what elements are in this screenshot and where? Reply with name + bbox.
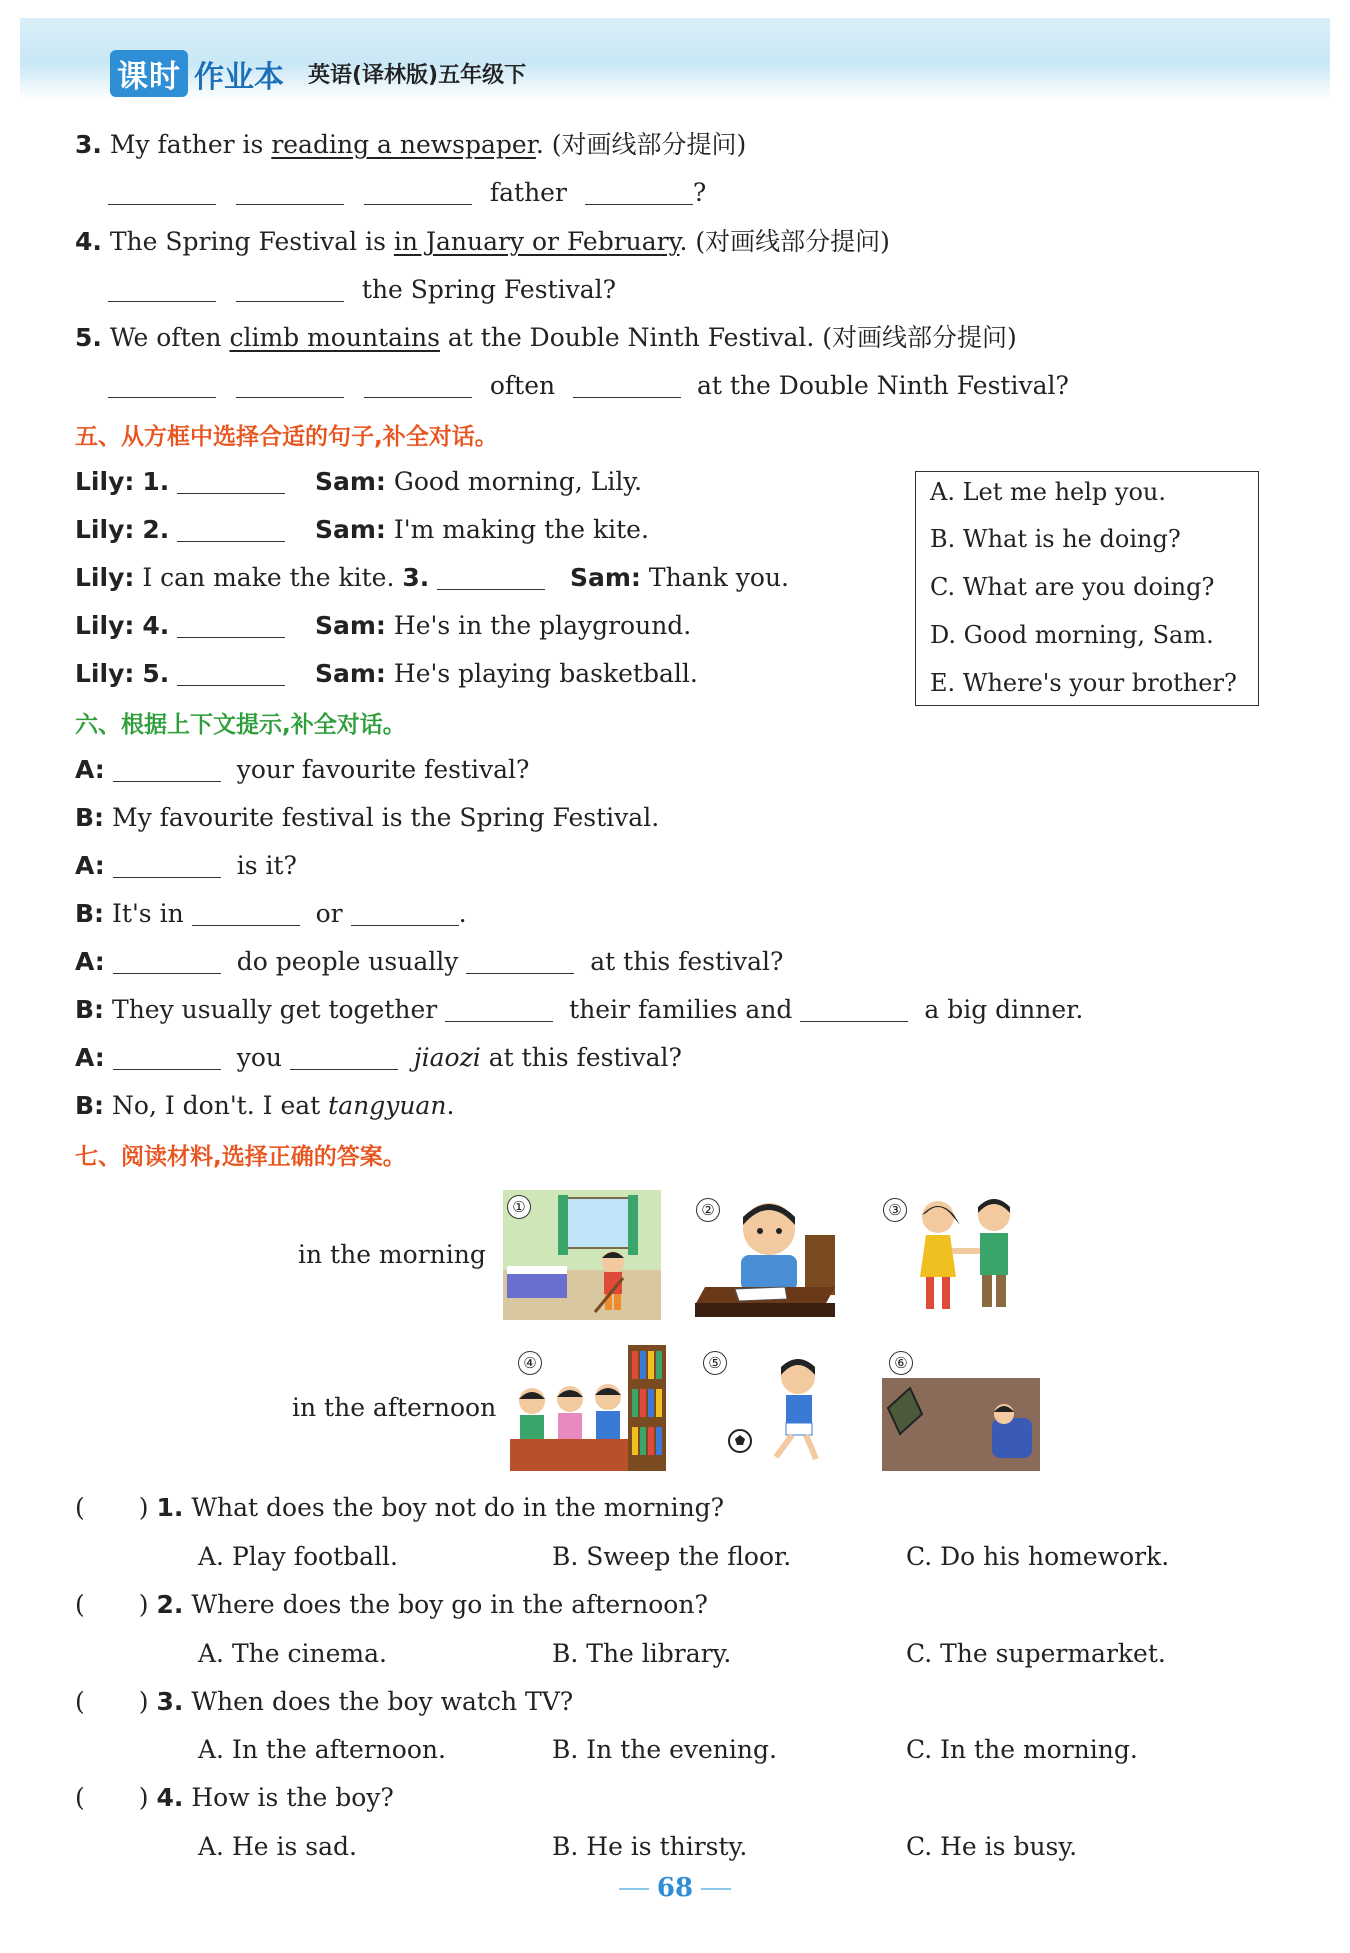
answer-blank[interactable]	[236, 277, 344, 302]
dialogue-row-2: Lily: 2.	[75, 513, 285, 547]
dialogue-line-3: A: is it?	[75, 851, 297, 880]
answer-blank[interactable]	[351, 901, 459, 926]
picture-3-number: ③	[883, 1198, 907, 1222]
answer-blank[interactable]	[364, 373, 472, 398]
answer-paren-blank[interactable]	[85, 1690, 139, 1714]
option-c: C. What are you doing?	[930, 573, 1215, 601]
brand-name: 作业本	[194, 59, 284, 95]
dialogue-line-5: A: do people usually at this festival?	[75, 947, 784, 976]
q3-option-b: B. In the evening.	[552, 1735, 777, 1764]
underlined-part: in January or February	[393, 227, 680, 256]
answer-blank[interactable]	[290, 1045, 398, 1070]
q4-option-c: C. He is busy.	[906, 1832, 1078, 1861]
children-scene-illustration	[890, 1195, 1040, 1320]
dialogue-row-2-sam: Sam: I'm making the kite.	[315, 515, 649, 544]
label-afternoon: in the afternoon	[292, 1393, 497, 1422]
answer-blank[interactable]	[177, 517, 285, 542]
dialogue-line-4: B: It's in or .	[75, 899, 467, 928]
section-5-title: 五、从方框中选择合适的句子,补全对话。	[75, 424, 498, 450]
dialogue-row-1-sam: Sam: Good morning, Lily.	[315, 467, 643, 496]
answer-blank[interactable]	[177, 661, 285, 686]
picture-4-number: ④	[518, 1351, 542, 1375]
answer-blank[interactable]	[192, 901, 300, 926]
answer-paren-blank[interactable]	[85, 1786, 139, 1810]
dialogue-row-1: Lily: 1.	[75, 465, 285, 499]
page-number-dash	[701, 1888, 731, 1890]
dialogue-row-5: Lily: 5.	[75, 657, 285, 691]
answer-blank[interactable]	[466, 949, 574, 974]
answer-blank[interactable]	[445, 997, 553, 1022]
q1-option-c: C. Do his homework.	[906, 1542, 1170, 1571]
picture-6-number: ⑥	[889, 1351, 913, 1375]
option-e: E. Where's your brother?	[930, 669, 1237, 697]
page-number: 68	[0, 1873, 1350, 1903]
picture-1-number: ①	[507, 1195, 531, 1219]
answer-blank[interactable]	[236, 180, 344, 205]
dialogue-row-4-sam: Sam: He's in the playground.	[315, 611, 692, 640]
underlined-part: reading a newspaper	[271, 130, 536, 159]
answer-blank[interactable]	[113, 949, 221, 974]
dialogue-line-6: B: They usually get together their families and a big dinner.	[75, 995, 1084, 1024]
reading-question-3: ( ) 3. When does the boy watch TV?	[75, 1687, 574, 1716]
q2-option-a: A. The cinema.	[198, 1639, 387, 1668]
answer-line-3: father ?	[108, 176, 706, 210]
answer-blank[interactable]	[585, 180, 693, 205]
picture-5-number: ⑤	[703, 1351, 727, 1375]
page-number-dash	[619, 1888, 649, 1890]
answer-blank[interactable]	[177, 613, 285, 638]
question-5: 5. We often climb mountains at the Double Ninth Festival. (对画线部分提问)	[75, 323, 1017, 352]
answer-line-5: often at the Double Ninth Festival?	[108, 369, 1069, 403]
section-6-title: 六、根据上下文提示,补全对话。	[75, 712, 406, 738]
q4-option-b: B. He is thirsty.	[552, 1832, 748, 1861]
answer-blank[interactable]	[177, 469, 285, 494]
answer-blank[interactable]	[108, 373, 216, 398]
answer-paren-blank[interactable]	[85, 1593, 139, 1617]
answer-blank[interactable]	[573, 373, 681, 398]
question-3: 3. My father is reading a newspaper. (对画线部分提问)	[75, 130, 747, 159]
answer-blank[interactable]	[113, 853, 221, 878]
q2-option-b: B. The library.	[552, 1639, 732, 1668]
picture-3-meeting	[890, 1195, 1040, 1320]
options-box	[915, 471, 1259, 706]
section-7-title: 七、阅读材料,选择正确的答案。	[75, 1144, 406, 1170]
question-4: 4. The Spring Festival is in January or February. (对画线部分提问)	[75, 227, 890, 256]
answer-blank[interactable]	[364, 180, 472, 205]
answer-blank[interactable]	[236, 373, 344, 398]
picture-2-number: ②	[696, 1198, 720, 1222]
option-a: A. Let me help you.	[930, 478, 1167, 506]
football-scene-illustration	[720, 1345, 865, 1471]
answer-line-4: the Spring Festival?	[108, 273, 616, 307]
dialogue-row-4: Lily: 4.	[75, 609, 285, 643]
answer-blank[interactable]	[800, 997, 908, 1022]
reading-question-4: ( ) 4. How is the boy?	[75, 1783, 394, 1812]
q1-option-b: B. Sweep the floor.	[552, 1542, 792, 1571]
reading-question-2: ( ) 2. Where does the boy go in the afternoon?	[75, 1590, 708, 1619]
dialogue-row-5-sam: Sam: He's playing basketball.	[315, 659, 698, 688]
q3-option-a: A. In the afternoon.	[198, 1735, 446, 1764]
label-morning: in the morning	[298, 1240, 486, 1269]
answer-blank[interactable]	[113, 1045, 221, 1070]
q2-option-c: C. The supermarket.	[906, 1639, 1166, 1668]
underlined-part: climb mountains	[229, 323, 440, 352]
answer-paren-blank[interactable]	[85, 1496, 139, 1520]
tv-scene-illustration	[882, 1378, 1040, 1471]
dialogue-line-1: A: your favourite festival?	[75, 755, 530, 784]
reading-question-1: ( ) 1. What does the boy not do in the morning?	[75, 1493, 725, 1522]
book-subtitle: 英语(译林版)五年级下	[308, 63, 527, 88]
option-b: B. What is he doing?	[930, 525, 1181, 553]
answer-blank[interactable]	[108, 180, 216, 205]
dialogue-line-2: B: My favourite festival is the Spring Festival.	[75, 803, 660, 832]
picture-6-tv	[882, 1378, 1040, 1471]
answer-blank[interactable]	[437, 565, 545, 590]
picture-5-football	[720, 1345, 865, 1471]
brand-logo: 课时	[110, 50, 188, 97]
answer-blank[interactable]	[108, 277, 216, 302]
dialogue-row-3: Lily: I can make the kite. 3.	[75, 561, 545, 595]
dialogue-line-8: B: No, I don't. I eat tangyuan.	[75, 1091, 455, 1120]
q3-option-c: C. In the morning.	[906, 1735, 1138, 1764]
option-d: D. Good morning, Sam.	[930, 621, 1214, 649]
header-brand	[110, 50, 526, 97]
dialogue-row-3-sam: Sam: Thank you.	[570, 563, 789, 592]
q1-option-a: A. Play football.	[198, 1542, 398, 1571]
answer-blank[interactable]	[113, 757, 221, 782]
q4-option-a: A. He is sad.	[198, 1832, 357, 1861]
dialogue-line-7: A: you jiaozi at this festival?	[75, 1043, 682, 1072]
